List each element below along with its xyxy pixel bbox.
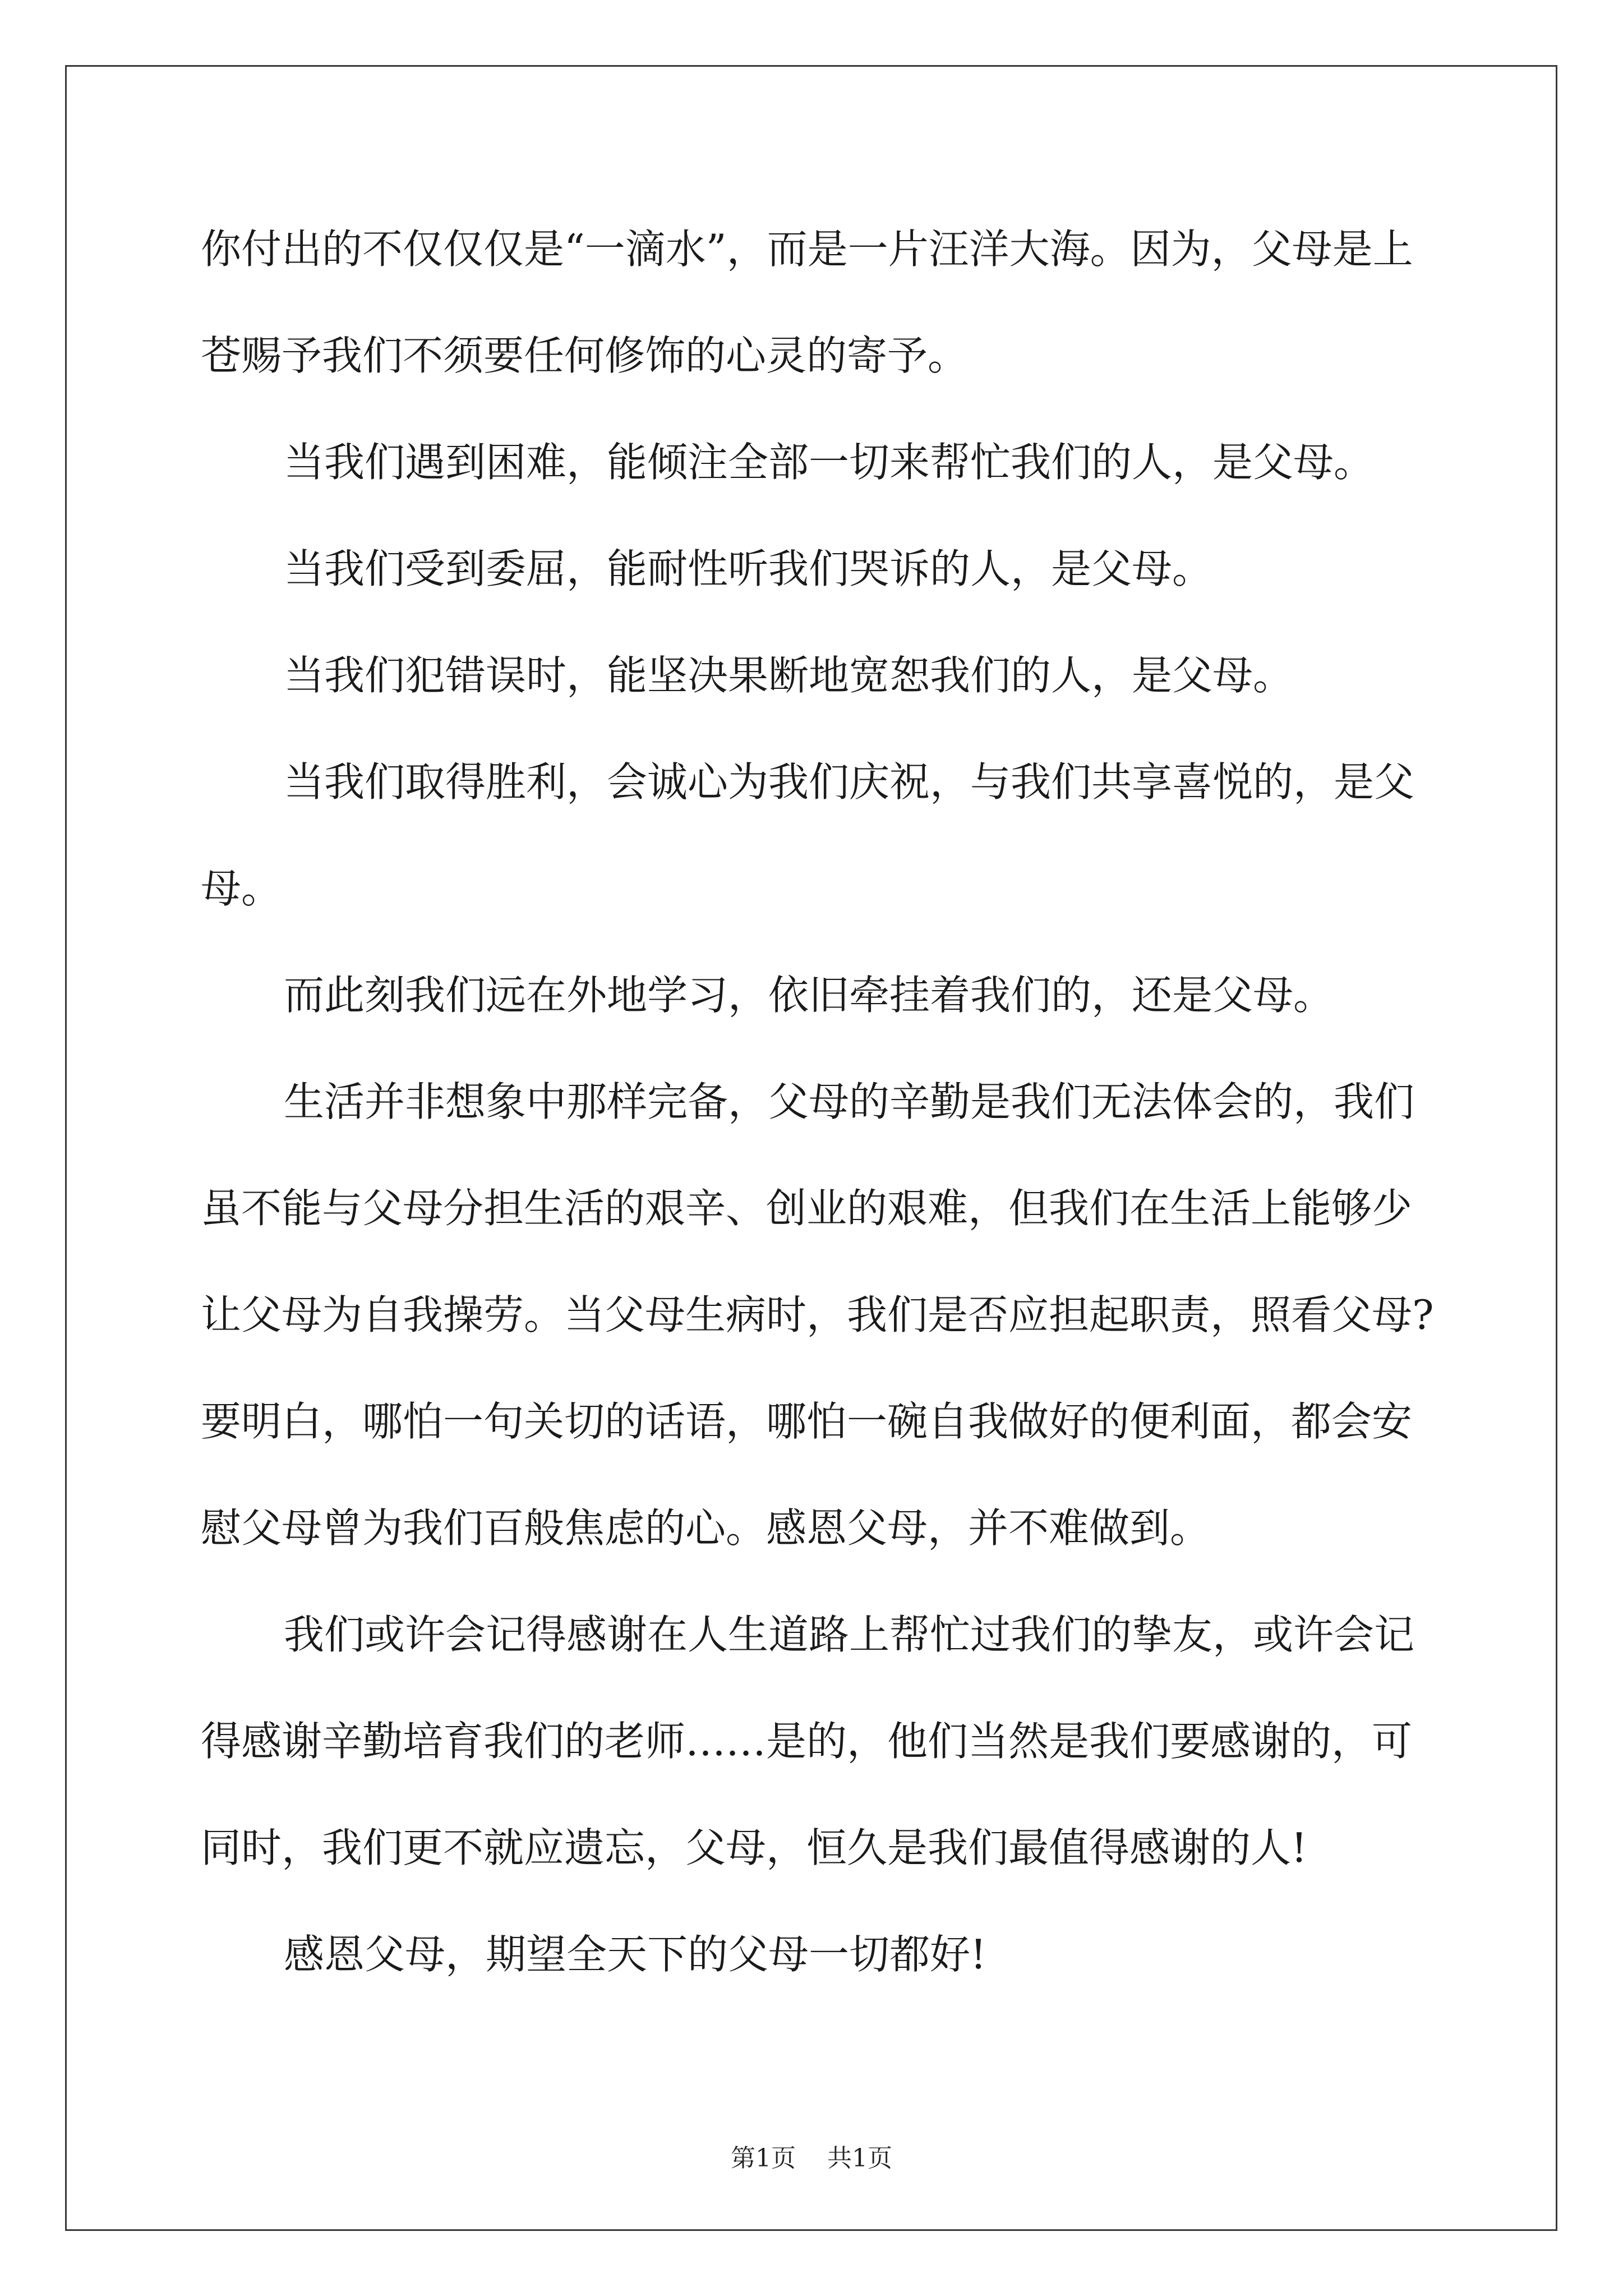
text-line: 苍赐予我们不须要任何修饰的心灵的寄予。	[201, 332, 969, 379]
text-line: 慰父母曾为我们百般焦虑的心。感恩父母，并不难做到。	[201, 1504, 1211, 1552]
text-line: 同时，我们更不就应遗忘，父母，恒久是我们最值得感谢的人!	[201, 1824, 1307, 1871]
paragraph-line: 生活并非想象中那样完备，父母的辛勤是我们无法体会的，我们	[284, 1078, 1415, 1125]
paragraph-line: 当我们受到委屈，能耐性听我们哭诉的人，是父母。	[284, 545, 1213, 592]
paragraph-line: 当我们取得胜利，会诚心为我们庆祝，与我们共享喜悦的，是父	[284, 758, 1415, 806]
paragraph-line: 感恩父母，期望全天下的父母一切都好!	[284, 1931, 986, 1978]
text-line: 得感谢辛勤培育我们的老师……是的，他们当然是我们要感谢的，可	[201, 1718, 1413, 1765]
text-line: 虽不能与父母分担生活的艰辛、创业的艰难，但我们在生活上能够少	[201, 1185, 1413, 1232]
document-body	[201, 215, 1446, 2027]
text-line: 你付出的不仅仅仅是“一滴水”，而是一片汪洋大海。因为，父母是上	[201, 226, 1413, 273]
page-count: 共1页	[827, 2144, 892, 2173]
paragraph-line: 当我们遇到困难，能倾注全部一切来帮忙我们的人，是父母。	[284, 439, 1375, 486]
paragraph-line: 而此刻我们远在外地学习，依旧牵挂着我们的，还是父母。	[284, 972, 1334, 1019]
text-line: 母。	[201, 865, 282, 912]
text-line: 要明白，哪怕一句关切的话语，哪怕一碗自我做好的便利面，都会安	[201, 1398, 1413, 1445]
paragraph-line: 当我们犯错误时，能坚决果断地宽恕我们的人，是父母。	[284, 652, 1294, 699]
paragraph-line: 我们或许会记得感谢在人生道路上帮忙过我们的挚友，或许会记	[284, 1611, 1415, 1658]
page-footer	[0, 2142, 1623, 2175]
page-number: 第1页	[731, 2144, 796, 2173]
text-line: 让父母为自我操劳。当父母生病时，我们是否应担起职责，照看父母?	[201, 1291, 1434, 1338]
